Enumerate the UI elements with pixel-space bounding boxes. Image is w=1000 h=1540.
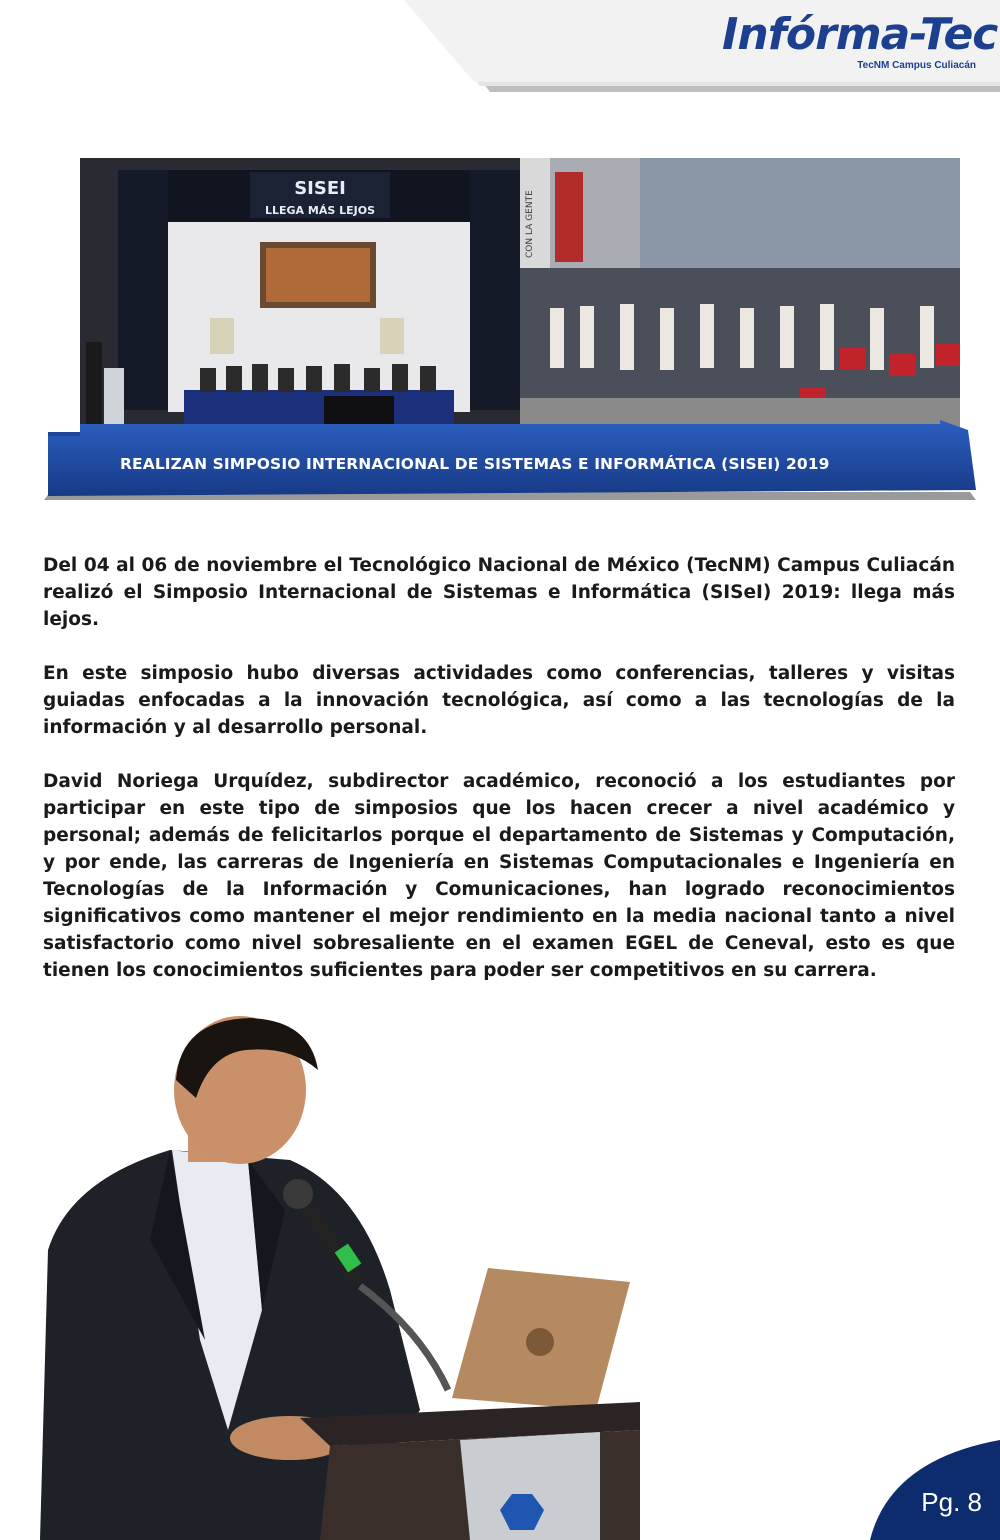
paragraph-1: Del 04 al 06 de noviembre el Tecnológico Nacional de México (TecNM) Campus Culiacán realizó el Simposio Internacional de Sistemas e Informática (SISeI) 2019: llega más lejos. — [43, 555, 955, 630]
article-title: REALIZAN SIMPOSIO INTERNACIONAL DE SISTEMAS E INFORMÁTICA (SISEI) 2019 — [120, 455, 830, 473]
logo-subtitle: TecNM Campus Culiacán — [857, 60, 976, 71]
stage-banner-bottom: LLEGA MÁS LEJOS — [264, 204, 376, 217]
page-number: Pg. 8 — [921, 1487, 982, 1517]
paragraph-3: David Noriega Urquídez, subdirector académico, reconoció a los estudiantes por participar en este tipo de simposios que los hacen crecer a nivel académico y personal; además de felicitarlos porque el departamento de Sistemas y Computación, y por ende, las carreras de Ingeniería en Sistemas Computacionales e Ingeniería en Tecnologías de la Información y Comunicaciones, han logrado reconocimientos significativos como mantener el mejor rendimiento en la media nacional tanto a nivel satisfactorio como nivel sobresaliente en el examen EGEL de Ceneval, esto es que tienen los conocimientos suficientes para poder ser competitivos en su carrera. — [43, 771, 955, 981]
stage-banner-top: SISEI — [294, 178, 346, 199]
paragraph-2: En este simposio hubo diversas actividades como conferencias, talleres y visitas guiadas enfocadas a la innovación tecnológica, así como a las tecnologías de la información y al desarrollo personal. — [43, 663, 955, 738]
article-body — [43, 552, 955, 1011]
informatec-logo — [722, 6, 998, 86]
logo-text: Infórma-Tec — [722, 9, 998, 60]
hero-photo — [80, 158, 960, 430]
speaker-photo — [0, 1010, 660, 1540]
side-sign: CON LA GENTE — [525, 190, 535, 258]
